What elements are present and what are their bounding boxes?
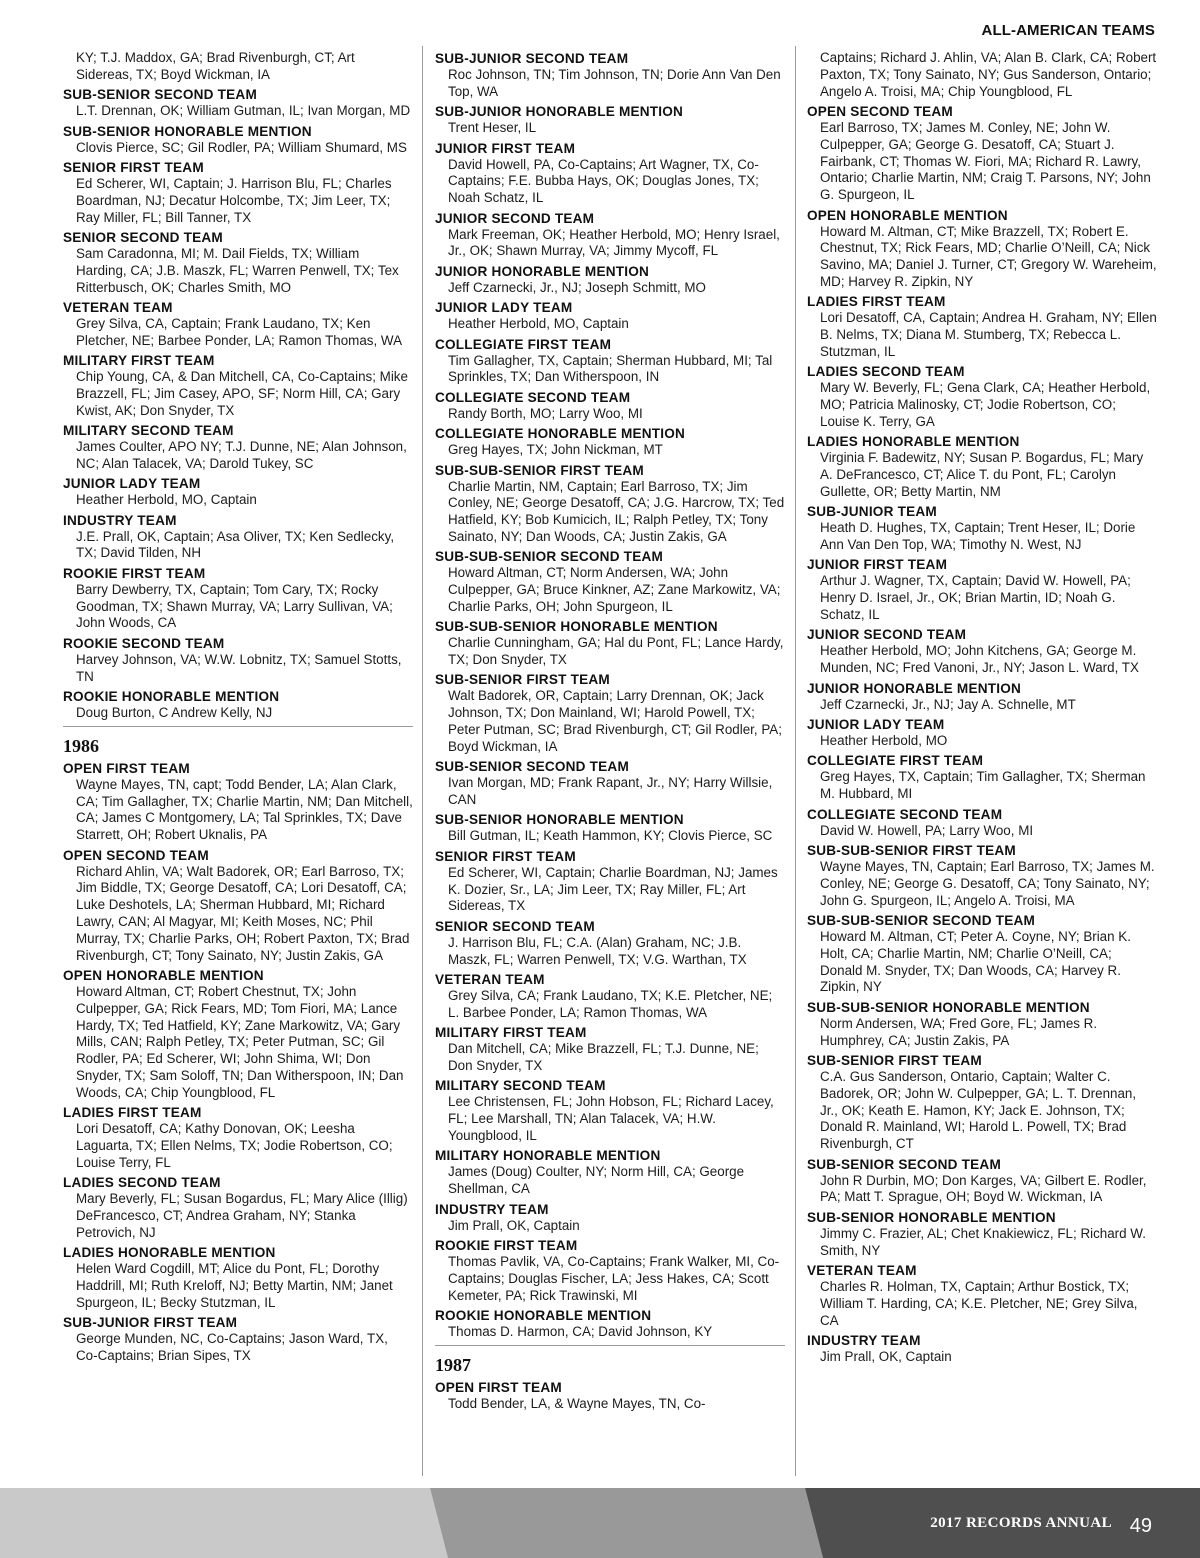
team-members: Greg Hayes, TX; John Nickman, MT: [448, 442, 663, 458]
team-title: SUB-SENIOR HONORABLE MENTION: [435, 812, 684, 828]
team-members: Barry Dewberry, TX, Captain; Tom Cary, TX; Rocky Goodman, TX; Shawn Murray, VA; Larry Sullivan, VA; John Woods, CA: [76, 581, 393, 631]
team-title: SUB-SENIOR HONORABLE MENTION: [807, 1209, 1056, 1225]
team-title: SUB-SENIOR SECOND TEAM: [435, 759, 629, 775]
team-members: Wayne Mayes, TN, Captain; Earl Barroso, TX; James M. Conley, NE; George G. Desatoff, CA; Tony Sainato, NY; John G. Spurgeon, IL; Angelo A. Troisi, MA: [820, 859, 1155, 908]
team-section: [807, 556, 1157, 623]
team-members: James (Doug) Coulter, NY; Norm Hill, CA; George Shellman, CA: [448, 1164, 745, 1197]
team-section: [807, 716, 1157, 750]
team-section: [435, 336, 785, 387]
team-section: [807, 50, 1157, 100]
team-section: [435, 425, 785, 459]
team-members: KY; T.J. Maddox, GA; Brad Rivenburgh, CT; Art Sidereas, TX; Boyd Wickman, IA: [76, 50, 355, 82]
page-header-title: ALL-AMERICAN TEAMS: [981, 22, 1155, 39]
team-members: Thomas D. Harmon, CA; David Johnson, KY: [448, 1323, 713, 1339]
team-members: Charlie Martin, NM, Captain; Earl Barroso, TX; Jim Conley, NE; George Desatoff, CA; J.G. Harcrow, TX; Ted Hatfield, KY; Bob Kumicich, IL; Ralph Petley, TX; Tony Sainato, NY; Dan Woods, CA; Justin Zakis, GA: [448, 478, 785, 544]
team-title: ROOKIE FIRST TEAM: [63, 565, 206, 581]
team-title: ROOKIE HONORABLE MENTION: [435, 1307, 652, 1323]
team-members: L.T. Drennan, OK; William Gutman, IL; Ivan Morgan, MD: [76, 103, 411, 119]
team-section: [807, 999, 1157, 1050]
team-title: SUB-SUB-SENIOR SECOND TEAM: [435, 549, 663, 565]
team-members: Jeff Czarnecki, Jr., NJ; Jay A. Schnelle, MT: [820, 696, 1076, 712]
team-title: VETERAN TEAM: [435, 971, 545, 987]
team-title: SUB-SENIOR FIRST TEAM: [435, 672, 610, 688]
team-section: [807, 207, 1157, 291]
team-title: COLLEGIATE FIRST TEAM: [807, 753, 984, 769]
team-title: INDUSTRY TEAM: [63, 512, 177, 528]
team-section: [63, 229, 413, 296]
team-title: COLLEGIATE HONORABLE MENTION: [435, 426, 686, 442]
team-section: [435, 50, 785, 101]
team-section: [435, 1201, 785, 1235]
team-section: [807, 1262, 1157, 1329]
team-section: [807, 626, 1157, 677]
team-title: MILITARY FIRST TEAM: [435, 1025, 587, 1041]
team-section: [435, 389, 785, 423]
team-members: Thomas Pavlik, VA, Co-Captains; Frank Walker, MI, Co-Captains; Douglas Fischer, LA; Jess Hakes, CA; Scott Kemeter, PA; Rick Trawinski, MI: [448, 1253, 780, 1303]
team-members: Roc Johnson, TN; Tim Johnson, TN; Dorie Ann Van Den Top, WA: [448, 67, 781, 99]
team-section: [807, 433, 1157, 500]
team-title: JUNIOR SECOND TEAM: [807, 627, 967, 643]
team-members: Mary Beverly, FL; Susan Bogardus, FL; Mary Alice (Illig) DeFrancesco, CT; Andrea Graham, NY; Stanka Petrovich, NJ: [76, 1191, 408, 1240]
team-section: [435, 758, 785, 809]
team-title: SENIOR SECOND TEAM: [63, 229, 223, 245]
team-members: Charlie Cunningham, GA; Hal du Pont, FL; Lance Hardy, TX; Don Snyder, TX: [448, 635, 784, 668]
team-section: [435, 1024, 785, 1075]
team-title: SUB-SUB-SENIOR HONORABLE MENTION: [435, 619, 718, 635]
team-section: [435, 811, 785, 845]
team-section: [435, 103, 785, 137]
team-section: [63, 352, 413, 419]
team-members: Arthur J. Wagner, TX, Captain; David W. Howell, PA; Henry D. Israel, Jr., OK; Brian Martin, ID; Noah G. Schatz, IL: [820, 573, 1131, 623]
team-title: SENIOR SECOND TEAM: [435, 918, 595, 934]
team-members: Helen Ward Cogdill, MT; Alice du Pont, FL; Dorothy Haddrill, MI; Ruth Kreloff, NJ; Betty Martin, NM; Janet Spurgeon, IL; Becky Stutzman, IL: [76, 1261, 393, 1310]
team-members: Norm Andersen, WA; Fred Gore, FL; James R. Humphrey, CA; Justin Zakis, PA: [820, 1015, 1098, 1048]
team-section: [435, 848, 785, 915]
team-members: Earl Barroso, TX; James M. Conley, NE; John W. Culpepper, GA; George G. Desatoff, CA; Stuart J. Fairbank, CT; Thomas W. Fiori, MA; Richard R. Lawry, Ontario; Charlie Martin, NM; Craig T. Parsons, NY; John G. Spurgeon, IL: [820, 119, 1151, 203]
year-divider: [63, 726, 413, 727]
team-title: COLLEGIATE SECOND TEAM: [435, 389, 631, 405]
team-section: [807, 806, 1157, 840]
team-members: Doug Burton, C Andrew Kelly, NJ: [76, 705, 273, 721]
team-title: LADIES SECOND TEAM: [807, 364, 965, 380]
team-section: [435, 210, 785, 261]
column-1: [63, 50, 413, 1367]
team-section: [63, 847, 413, 965]
page-number: 49: [1129, 1515, 1152, 1537]
team-title: SUB-SUB-SENIOR FIRST TEAM: [435, 462, 644, 478]
team-title: SENIOR FIRST TEAM: [435, 848, 576, 864]
team-members: Heath D. Hughes, TX, Captain; Trent Heser, IL; Dorie Ann Van Den Top, WA; Timothy N. West, NJ: [820, 520, 1136, 553]
team-section: [435, 263, 785, 297]
team-title: SUB-JUNIOR SECOND TEAM: [435, 51, 629, 66]
team-title: JUNIOR HONORABLE MENTION: [435, 263, 649, 279]
year-heading: 1987: [435, 1354, 471, 1375]
team-title: LADIES HONORABLE MENTION: [63, 1245, 276, 1261]
team-section: [807, 1332, 1157, 1366]
team-members: Grey Silva, CA, Captain; Frank Laudano, TX; Ken Pletcher, NE; Barbee Ponder, LA; Ramon Thomas, WA: [76, 315, 402, 348]
team-section: [807, 912, 1157, 996]
team-section: [63, 635, 413, 686]
team-section: [807, 680, 1157, 714]
team-members: Mary W. Beverly, FL; Gena Clark, CA; Heather Herbold, MO; Patricia Malinosky, CT; Jodie Robertson, CO; Louise K. Terry, GA: [820, 380, 1151, 429]
team-members: Greg Hayes, TX, Captain; Tim Gallagher, TX; Sherman M. Hubbard, MI: [820, 769, 1146, 802]
team-title: SUB-JUNIOR FIRST TEAM: [63, 1315, 238, 1331]
team-members: Jim Prall, OK, Captain: [820, 1348, 952, 1364]
team-title: OPEN HONORABLE MENTION: [63, 968, 264, 983]
team-members: Howard Altman, CT; Norm Andersen, WA; John Culpepper, GA; Bruce Kinkner, AZ; Zane Markowitz, VA; Charlie Parks, OH; John Spurgeon, IL: [448, 565, 781, 614]
team-title: OPEN SECOND TEAM: [807, 103, 953, 119]
team-title: MILITARY SECOND TEAM: [435, 1078, 606, 1094]
team-title: LADIES FIRST TEAM: [807, 294, 946, 310]
team-title: ROOKIE HONORABLE MENTION: [63, 689, 280, 705]
team-title: MILITARY HONORABLE MENTION: [435, 1148, 661, 1164]
team-section: [435, 918, 785, 969]
team-title: OPEN HONORABLE MENTION: [807, 207, 1008, 223]
team-title: VETERAN TEAM: [807, 1262, 917, 1278]
team-title: JUNIOR LADY TEAM: [435, 300, 573, 316]
team-members: Tim Gallagher, TX, Captain; Sherman Hubbard, MI; Tal Sprinkles, TX; Dan Witherspoon, IN: [448, 352, 773, 385]
team-title: JUNIOR HONORABLE MENTION: [807, 680, 1021, 696]
team-members: Jeff Czarnecki, Jr., NJ; Joseph Schmitt, MO: [448, 279, 706, 295]
team-section: [63, 1174, 413, 1241]
team-title: SUB-JUNIOR TEAM: [807, 504, 937, 520]
team-section: [63, 512, 413, 563]
team-section: [435, 971, 785, 1022]
team-members: Chip Young, CA, & Dan Mitchell, CA, Co-Captains; Mike Brazzell, FL; Jim Casey, APO, SF; Norm Hill, CA; Gary Kwist, AK; Don Snyder, TX: [76, 369, 408, 418]
team-members: James Coulter, APO NY; T.J. Dunne, NE; Alan Johnson, NC; Alan Talacek, VA; Darold Tukey, SC: [76, 439, 407, 471]
team-section: [435, 1147, 785, 1198]
team-members: Richard Ahlin, VA; Walt Badorek, OR; Earl Barroso, TX; Jim Biddle, TX; George Desatoff, CA; Lori Desatoff, CA; Luke Deshotels, LA; Sherman Hubbard, MI; Richard Lawry, CAN; Al Magyar, MI; Keith Moses, NC; Phil Murray, TX; Charlie Parks, OH; Robert Paxton, TX; Brad Rivenburgh, CT; Tony Sainato, NY; Justin Zakis, GA: [76, 863, 410, 963]
year-section: [63, 726, 413, 759]
team-section: [807, 1052, 1157, 1153]
team-section: [63, 760, 413, 844]
team-title: OPEN SECOND TEAM: [63, 847, 209, 863]
team-members: Randy Borth, MO; Larry Woo, MI: [448, 405, 643, 421]
team-section: [807, 752, 1157, 803]
team-title: ROOKIE SECOND TEAM: [63, 635, 225, 651]
team-members: Heather Herbold, MO, Captain: [448, 316, 629, 332]
team-members: Ed Scherer, WI, Captain; J. Harrison Blu, FL; Charles Boardman, NJ; Decatur Holcombe, TX; Jim Leer, TX; Ray Miller, FL; Bill Tanner, TX: [76, 175, 392, 225]
team-title: MILITARY FIRST TEAM: [63, 353, 215, 369]
team-section: [63, 1244, 413, 1311]
team-title: SUB-SENIOR SECOND TEAM: [63, 87, 257, 103]
team-members: Wayne Mayes, TN, capt; Todd Bender, LA; Alan Clark, CA; Tim Gallagher, TX; Charlie Martin, NM; Dan Mitchell, CA; James C Montgomery, LA; Tal Sprinkles, TX; Dave Starrett, OH; Robert Uknalis, PA: [76, 776, 413, 843]
team-section: [807, 293, 1157, 360]
team-section: [435, 1237, 785, 1304]
team-section: [63, 688, 413, 722]
team-section: [63, 422, 413, 473]
team-title: LADIES FIRST TEAM: [63, 1105, 202, 1121]
team-title: SUB-SUB-SENIOR HONORABLE MENTION: [807, 999, 1090, 1015]
team-members: David W. Howell, PA; Larry Woo, MI: [820, 822, 1034, 838]
team-title: SUB-SENIOR FIRST TEAM: [807, 1052, 982, 1068]
team-section: [807, 503, 1157, 554]
footer-stripe-light: [0, 1488, 448, 1558]
team-title: SUB-JUNIOR HONORABLE MENTION: [435, 104, 684, 120]
team-title: SUB-SUB-SENIOR FIRST TEAM: [807, 843, 1016, 859]
team-members: J.E. Prall, OK, Captain; Asa Oliver, TX; Ken Sedlecky, TX; David Tilden, NH: [76, 528, 395, 561]
team-title: SUB-SENIOR HONORABLE MENTION: [63, 123, 312, 139]
team-members: George Munden, NC, Co-Captains; Jason Ward, TX, Co-Captains; Brian Sipes, TX: [76, 1331, 388, 1363]
team-members: Clovis Pierce, SC; Gil Rodler, PA; William Shumard, MS: [76, 139, 407, 155]
team-title: ROOKIE FIRST TEAM: [435, 1237, 578, 1253]
team-title: MILITARY SECOND TEAM: [63, 423, 234, 439]
team-title: COLLEGIATE SECOND TEAM: [807, 806, 1003, 822]
team-members: Heather Herbold, MO: [820, 733, 948, 749]
team-section: [63, 475, 413, 509]
team-section: [807, 103, 1157, 204]
team-title: SENIOR FIRST TEAM: [63, 159, 204, 175]
team-section: [807, 1156, 1157, 1207]
team-section: [435, 548, 785, 615]
team-members: J. Harrison Blu, FL; C.A. (Alan) Graham, NC; J.B. Maszk, FL; Warren Penwell, TX; V.G. Warthan, TX: [448, 934, 747, 967]
team-section: [63, 159, 413, 226]
team-members: Ed Scherer, WI, Captain; Charlie Boardman, NJ; James K. Dozier, Sr., LA; Jim Leer, TX; Ray Miller, FL; Art Sidereas, TX: [448, 864, 778, 914]
team-title: JUNIOR FIRST TEAM: [807, 557, 948, 573]
footer-stripe-mid: [430, 1488, 823, 1558]
footer-publication: 2017 RECORDS ANNUAL: [930, 1515, 1112, 1531]
team-title: LADIES SECOND TEAM: [63, 1175, 221, 1191]
team-title: INDUSTRY TEAM: [435, 1201, 549, 1217]
team-title: JUNIOR SECOND TEAM: [435, 210, 595, 226]
team-title: COLLEGIATE FIRST TEAM: [435, 336, 612, 352]
team-members: Howard M. Altman, CT; Peter A. Coyne, NY; Brian K. Holt, CA; Charlie Martin, NM; Charlie O’Neill, CA; Donald M. Snyder, TX; Dan Woods, CA; Harvey R. Zipkin, NY: [820, 929, 1131, 995]
team-members: Todd Bender, LA, & Wayne Mayes, TN, Co-: [448, 1395, 706, 1411]
team-section: [63, 50, 413, 84]
year-section: [435, 1345, 785, 1378]
team-members: Walt Badorek, OR, Captain; Larry Drennan, OK; Jack Johnson, TX; Don Mainland, WI; Harold Powell, TX; Peter Putman, SC; Brad Rivenburgh, CT; Gil Rodler, PA; Boyd Wickman, IA: [448, 688, 782, 754]
team-section: [435, 1077, 785, 1144]
team-members: Lori Desatoff, CA, Captain; Andrea H. Graham, NY; Ellen B. Nelms, TX; Diana M. Stumberg, TX; Rebecca L. Stutzman, IL: [820, 310, 1157, 359]
team-members: Jim Prall, OK, Captain: [448, 1217, 580, 1233]
year-divider: [435, 1345, 785, 1346]
team-title: JUNIOR LADY TEAM: [63, 476, 201, 492]
team-members: Mark Freeman, OK; Heather Herbold, MO; Henry Israel, Jr., OK; Shawn Murray, VA; Jimmy Mycoff, FL: [448, 226, 780, 259]
team-members: David Howell, PA, Co-Captains; Art Wagner, TX, Co-Captains; F.E. Bubba Hays, OK; Douglas Jones, TX; Noah Schatz, IL: [448, 156, 759, 206]
team-section: [435, 671, 785, 755]
team-section: [435, 299, 785, 333]
team-section: [807, 363, 1157, 430]
team-members: Trent Heser, IL: [448, 120, 537, 136]
team-members: Heather Herbold, MO; John Kitchens, GA; George M. Munden, NC; Fred Vanoni, Jr., NY; Jason L. Ward, TX: [820, 643, 1139, 676]
year-heading: 1986: [63, 735, 99, 756]
team-members: Virginia F. Badewitz, NY; Susan P. Bogardus, FL; Mary A. DeFrancesco, CT; Alice T. du Pont, FL; Carolyn Gullette, OR; Betty Martin, NM: [820, 450, 1144, 499]
team-members: Charles R. Holman, TX, Captain; Arthur Bostick, TX; William T. Harding, CA; K.E. Pletcher, NE; Grey Silva, CA: [820, 1278, 1138, 1328]
column-divider: [795, 46, 796, 1476]
team-section: [63, 1314, 413, 1365]
team-section: [63, 86, 413, 120]
team-members: Grey Silva, CA; Frank Laudano, TX; K.E. Pletcher, NE; L. Barbee Ponder, LA; Ramon Thomas, WA: [448, 987, 773, 1020]
team-members: Ivan Morgan, MD; Frank Rapant, Jr., NY; Harry Willsie, CAN: [448, 775, 773, 808]
team-members: Lee Christensen, FL; John Hobson, FL; Richard Lacey, FL; Lee Marshall, TN; Alan Talacek, VA; H.W. Youngblood, IL: [448, 1094, 774, 1143]
column-3: [807, 50, 1157, 1368]
team-title: OPEN FIRST TEAM: [63, 760, 190, 776]
team-members: Howard M. Altman, CT; Mike Brazzell, TX; Robert E. Chestnut, TX; Rick Fears, MD; Charlie O’Neill, CA; Nick Savino, MA; Daniel J. Turner, CT; Gregory W. Wareheim, MD; Harvey R. Zipkin, NY: [820, 223, 1157, 289]
team-section: [435, 618, 785, 669]
team-title: SUB-SUB-SENIOR SECOND TEAM: [807, 913, 1035, 928]
team-members: Howard Altman, CT; Robert Chestnut, TX; John Culpepper, GA; Rick Fears, MD; Tom Fiori, MA; Lance Hardy, TX; Ted Hatfield, KY; Zane Markowitz, VA; Gary Mills, CAN; Ralph Petley, TX; Peter Putman, SC; Gil Rodler, PA; Ed Scherer, WI; John Shima, WI; Don Snyder, TX; Sam Soloff, TN; Dan Witherspoon, IN; Dan Woods, CA; Chip Youngblood, FL: [76, 984, 404, 1100]
team-section: [807, 842, 1157, 909]
team-members: John R Durbin, MO; Don Karges, VA; Gilbert E. Rodler, PA; Matt T. Sprague, OH; Boyd W. Wickman, IA: [820, 1172, 1147, 1205]
column-2: [435, 50, 785, 1415]
team-section: [63, 123, 413, 157]
team-members: Lori Desatoff, CA; Kathy Donovan, OK; Leesha Laguarta, TX; Ellen Nelms, TX; Jodie Robertson, CO; Louise Terry, FL: [76, 1121, 393, 1170]
team-members: Jimmy C. Frazier, AL; Chet Knakiewicz, FL; Richard W. Smith, NY: [820, 1225, 1146, 1258]
team-members: Sam Caradonna, MI; M. Dail Fields, TX; William Harding, CA; J.B. Maszk, FL; Warren Penwell, TX; Tex Ritterbusch, OK; Charles Smith, MO: [76, 245, 399, 295]
team-members: Heather Herbold, MO, Captain: [76, 492, 257, 508]
team-section: [435, 1379, 785, 1413]
team-section: [807, 1209, 1157, 1260]
team-section: [435, 462, 785, 546]
column-divider: [422, 46, 423, 1476]
team-title: LADIES HONORABLE MENTION: [807, 434, 1020, 450]
team-section: [63, 299, 413, 350]
team-title: JUNIOR FIRST TEAM: [435, 140, 576, 156]
team-section: [63, 565, 413, 632]
team-members: Captains; Richard J. Ahlin, VA; Alan B. Clark, CA; Robert Paxton, TX; Tony Sainato, NY; Gus Sanderson, Ontario; Angelo A. Troisi, MA; Chip Youngblood, FL: [820, 50, 1157, 99]
team-title: OPEN FIRST TEAM: [435, 1379, 562, 1395]
team-section: [63, 967, 413, 1102]
team-section: [435, 140, 785, 207]
team-title: INDUSTRY TEAM: [807, 1332, 921, 1348]
team-title: JUNIOR LADY TEAM: [807, 717, 945, 733]
team-members: Bill Gutman, IL; Keath Hammon, KY; Clovis Pierce, SC: [448, 828, 773, 844]
team-section: [435, 1307, 785, 1341]
team-title: VETERAN TEAM: [63, 299, 173, 315]
team-title: SUB-SENIOR SECOND TEAM: [807, 1156, 1001, 1172]
team-members: Dan Mitchell, CA; Mike Brazzell, FL; T.J. Dunne, NE; Don Snyder, TX: [448, 1041, 759, 1073]
team-members: C.A. Gus Sanderson, Ontario, Captain; Walter C. Badorek, OR; John W. Culpepper, GA; L. T. Drennan, Jr., OK; Keath E. Hamon, KY; Jack E. Johnson, TX; Donald R. Mainland, WI; Harold L. Powell, TX; Brad Rivenburgh, CT: [820, 1068, 1137, 1152]
team-section: [63, 1104, 413, 1171]
team-members: Harvey Johnson, VA; W.W. Lobnitz, TX; Samuel Stotts, TN: [76, 651, 402, 684]
